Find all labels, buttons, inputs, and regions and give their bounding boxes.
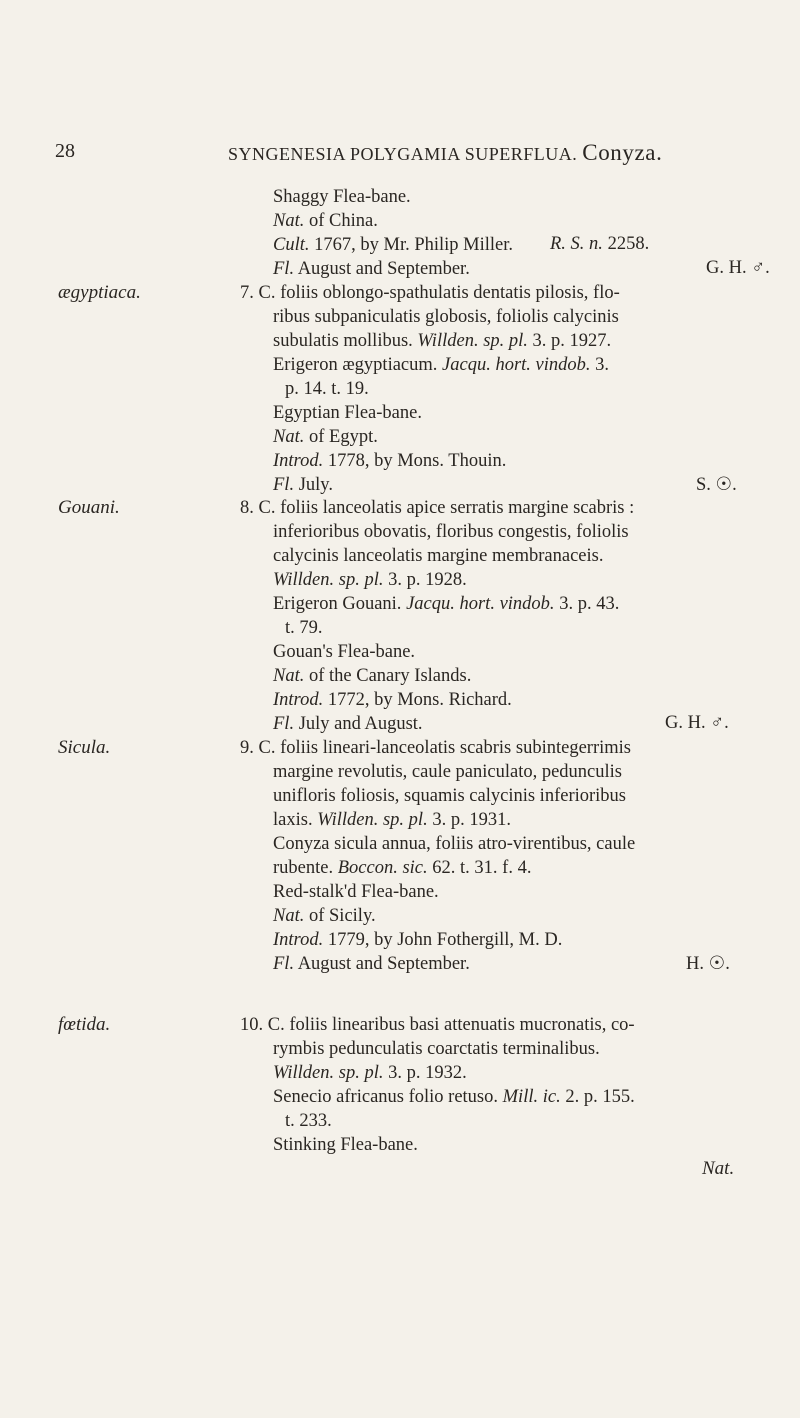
native-line: Nat. of the Canary Islands. bbox=[273, 666, 472, 686]
synonym-continuation: rubente. Boccon. sic. 62. t. 31. f. 4. bbox=[273, 858, 532, 878]
status-symbol: G. H. ♂. bbox=[706, 258, 770, 278]
synonym-continuation: t. 233. bbox=[285, 1111, 332, 1131]
flowering-line: Fl. July. bbox=[273, 475, 333, 495]
diagnosis-line: rymbis pedunculatis coarctatis terminalibus. bbox=[273, 1039, 600, 1059]
cultivation-line: Cult. 1767, by Mr. Philip Miller. bbox=[273, 235, 514, 255]
diagnosis-line: 9. C. foliis lineari-lanceolatis scabris subintegerrimis bbox=[240, 738, 631, 758]
synonym-continuation: t. 79. bbox=[285, 618, 323, 638]
introduction-line: Introd. 1779, by John Fothergill, M. D. bbox=[273, 930, 563, 950]
diagnosis-line: 8. C. foliis lanceolatis apice serratis margine scabris : bbox=[240, 498, 635, 518]
native-line: Nat. of Egypt. bbox=[273, 427, 378, 447]
reference-line: Willden. sp. pl. 3. p. 1928. bbox=[273, 570, 467, 590]
status-symbol: H. ☉. bbox=[686, 954, 730, 974]
margin-species-name: ægyptiaca. bbox=[58, 282, 141, 303]
diagnosis-line: laxis. Willden. sp. pl. 3. p. 1931. bbox=[273, 810, 511, 830]
running-title-text: SYNGENESIA POLYGAMIA SUPERFLUA. bbox=[228, 144, 578, 164]
synonym-line: Erigeron ægyptiacum. Jacqu. hort. vindob. 3. bbox=[273, 355, 610, 375]
page-number: 28 bbox=[55, 140, 75, 162]
margin-species-name: Gouani. bbox=[58, 497, 120, 518]
native-line: Nat. of China. bbox=[273, 211, 378, 231]
genus-name: Conyza. bbox=[582, 140, 663, 165]
flowering-line: Fl. August and September. bbox=[273, 259, 470, 279]
native-line: Nat. of Sicily. bbox=[273, 906, 376, 926]
common-name: Stinking Flea-bane. bbox=[273, 1135, 418, 1155]
diagnosis-line: 10. C. foliis linearibus basi attenuatis mucronatis, co- bbox=[240, 1015, 635, 1035]
introduction-line: Introd. 1778, by Mons. Thouin. bbox=[273, 451, 507, 471]
common-name: Red-stalk'd Flea-bane. bbox=[273, 882, 439, 902]
status-symbol: G. H. ♂. bbox=[665, 713, 729, 733]
margin-species-name: fœtida. bbox=[58, 1014, 111, 1035]
diagnosis-line: margine revolutis, caule paniculato, pedunculis bbox=[273, 762, 622, 782]
flowering-line: Fl. July and August. bbox=[273, 714, 423, 734]
synonym-continuation: p. 14. t. 19. bbox=[285, 379, 369, 399]
catchword: Nat. bbox=[702, 1158, 735, 1179]
synonym-line: Senecio africanus folio retuso. Mill. ic. 2. p. 155. bbox=[273, 1087, 635, 1107]
synonym-line: Erigeron Gouani. Jacqu. hort. vindob. 3. p. 43. bbox=[273, 594, 620, 614]
diagnosis-line: ribus subpaniculatis globosis, foliolis calycinis bbox=[273, 307, 619, 327]
cultivation-reference: R. S. n. 2258. bbox=[550, 234, 650, 254]
status-symbol: S. ☉. bbox=[696, 475, 737, 495]
common-name: Shaggy Flea-bane. bbox=[273, 187, 411, 207]
diagnosis-line: calycinis lanceolatis margine membranaceis. bbox=[273, 546, 604, 566]
diagnosis-line: inferioribus obovatis, floribus congestis, foliolis bbox=[273, 522, 629, 542]
reference-line: Willden. sp. pl. 3. p. 1932. bbox=[273, 1063, 467, 1083]
synonym-line: Conyza sicula annua, foliis atro-virentibus, caule bbox=[273, 834, 636, 854]
running-title bbox=[228, 140, 662, 166]
diagnosis-line: subulatis mollibus. Willden. sp. pl. 3. p. 1927. bbox=[273, 331, 612, 351]
common-name: Egyptian Flea-bane. bbox=[273, 403, 422, 423]
introduction-line: Introd. 1772, by Mons. Richard. bbox=[273, 690, 512, 710]
diagnosis-line: unifloris foliosis, squamis calycinis inferioribus bbox=[273, 786, 626, 806]
diagnosis-line: 7. C. foliis oblongo-spathulatis dentatis pilosis, flo- bbox=[240, 283, 620, 303]
flowering-line: Fl. August and September. bbox=[273, 954, 470, 974]
common-name: Gouan's Flea-bane. bbox=[273, 642, 416, 662]
margin-species-name: Sicula. bbox=[58, 737, 111, 758]
running-header bbox=[0, 140, 800, 170]
